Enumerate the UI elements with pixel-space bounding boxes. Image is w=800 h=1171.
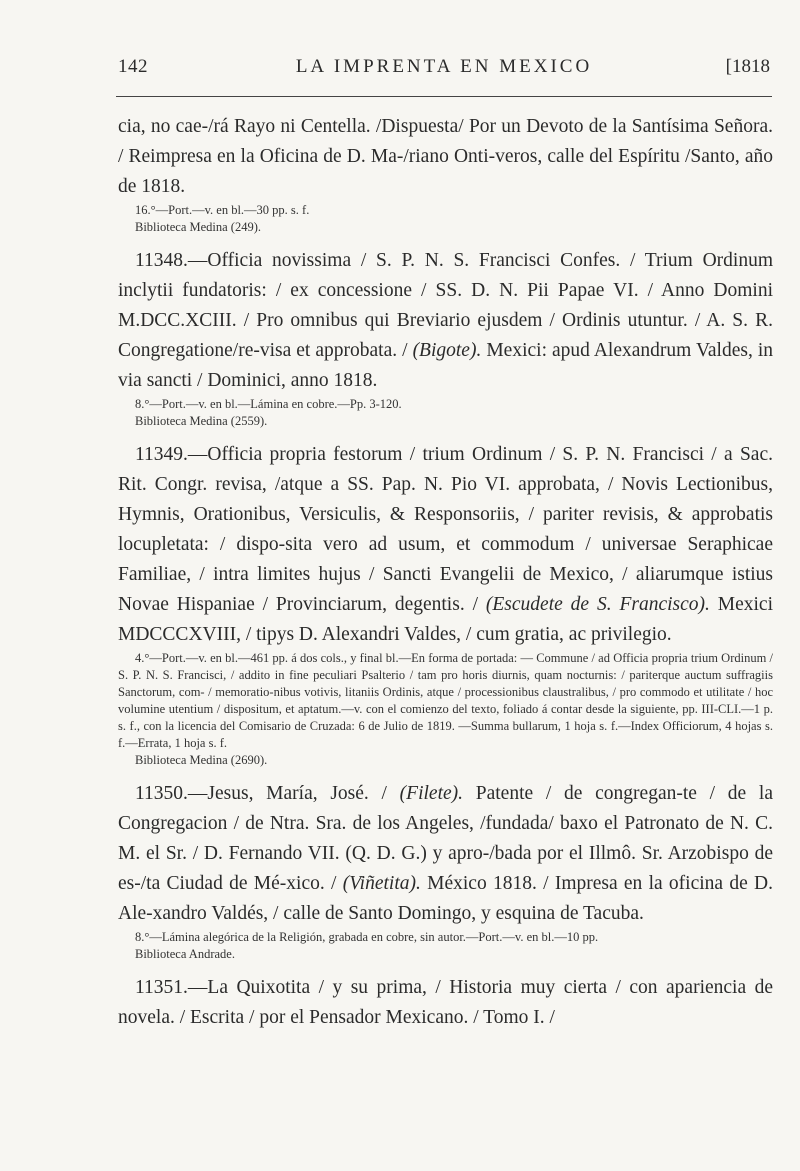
- entry-text: 11348.—Officia novissima / S. P. N. S. Francisci Confes. / Trium Ordinum inclytii fundatoris: / ex concessione / SS. D. N. Pii Papae VI. / Anno Domini M.DCC.XCIII. / Pro omnibus qui Breviario ejusdem / Ordinis utuntur. / A. S. R. Congregatione/re-visa et approbata. / (Bigote). Mexici: apud Alexandrum Valdes, in via sancti / Dominici, anno 1818.: [118, 250, 774, 391]
- continuation-entry: [118, 112, 773, 236]
- page-header: [118, 56, 770, 84]
- entry-text: 11351.—La Quixotita / y su prima, / Historia muy cierta / con apariencia de novela. / Escrita / por el Pensador Mexicano. / Tomo I. /: [118, 977, 773, 1028]
- entry-library: Biblioteca Medina (2690).: [135, 753, 268, 767]
- header-rule: [116, 96, 772, 97]
- entry-11351: [118, 973, 773, 1033]
- entry-number: 11348.: [135, 250, 188, 271]
- entry-note: 8.°—Lámina alegórica de la Religión, grabada en cobre, sin autor.—Port.—v. en bl.—10 pp.: [135, 930, 599, 944]
- entry-number: 11349.: [135, 444, 188, 465]
- entry-text: 11349.—Officia propria festorum / trium Ordinum / S. P. N. Francisci / a Sac. Rit. Congr. revisa, /atque a SS. Pap. N. Pio VI. approbata, / Novis Lectionibus, Hymnis, Orationibus, Versiculis, & Responsoriis, / pariter revisis, & approbatis locupletata: / dispo-sita vero ad usum, et commodum / universae Seraphicae Familiae, / intra limites hujus / Sancti Evangelii de Mexico, / aliarumque istius Novae Hispaniae / Provinciarum, degentis. / (Escudete de S. Francisco). Mexici MDCCCXVIII, / tipys D. Alexandri Valdes, / cum gratia, ac privilegio.: [118, 444, 774, 645]
- page-number: 142: [118, 56, 148, 77]
- entry-number: 11351.: [135, 977, 188, 998]
- ornament-description: (Filete).: [399, 783, 464, 804]
- entry-library: Biblioteca Andrade.: [135, 947, 235, 961]
- page-body: [118, 112, 773, 1033]
- entry-11349: [118, 440, 773, 769]
- running-title: LA IMPRENTA EN MEXICO: [295, 56, 593, 77]
- entry-11350: [118, 779, 773, 963]
- header-year: [1818: [725, 56, 770, 77]
- entry-text: cia, no cae-/rá Rayo ni Centella. /Dispuesta/ Por un Devoto de la Santísima Señora. / Reimpresa en la Oficina de D. Ma-/riano Onti-veros, calle del Espíritu /Santo, año de 1818.: [118, 116, 773, 197]
- ornament-description: (Escudete de S. Francisco).: [485, 594, 710, 615]
- entry-library: Biblioteca Medina (249).: [135, 220, 262, 234]
- entry-note: 8.°—Port.—v. en bl.—Lámina en cobre.—Pp. 3-120.: [135, 397, 402, 411]
- ornament-description: (Bigote).: [412, 340, 482, 361]
- entry-library: Biblioteca Medina (2559).: [135, 414, 268, 428]
- entry-text: 11350.—Jesus, María, José. / (Filete). Patente / de congregan-te / de la Congregacion / de Ntra. Sra. de los Angeles, /fundada/ baxo el Patronato de N. C. M. el Sr. / D. Fernando VII. (Q. D. G.) y apro-/bada por el Illmô. Sr. Arzobispo de es-/ta Ciudad de Mé-xico. / (Viñetita). México 1818. / Impresa en la oficina de D. Ale-xandro Valdés, / calle de Santo Domingo, y esquina de Tacuba.: [118, 783, 773, 924]
- entry-number: 11350.: [135, 783, 188, 804]
- ornament-description: (Viñetita).: [342, 873, 421, 894]
- entry-11348: [118, 246, 773, 430]
- entry-note: 16.°—Port.—v. en bl.—30 pp. s. f.: [135, 203, 310, 217]
- entry-note: 4.°—Port.—v. en bl.—461 pp. á dos cols., y final bl.—En forma de portada: — Commune / ad Officia propria trium Ordinum / S. P. N. S. Francisci, / addito in fine peculiari Psalterio / tam pro horis diurnis, quam nocturnis: / pariterque auctum suffragiis Sanctorum, com- / memoratio-nibus votivis, litaniis Ordinis, atque / processionibus claustralibus, / pro commodo et utilitate / hoc volumine utentium / dispositum, et aptatum.—v. con el comienzo del texto, foliado á contar desde la siguiente, pp. III-CLI.—1 p. s. f., con la licencia del Comisario de Cruzada: 6 de Julio de 1819. —Summa bullarum, 1 hoja s. f.—Index Officiorum, 4 hojas s. f.—Errata, 1 hoja s. f.: [118, 651, 773, 750]
